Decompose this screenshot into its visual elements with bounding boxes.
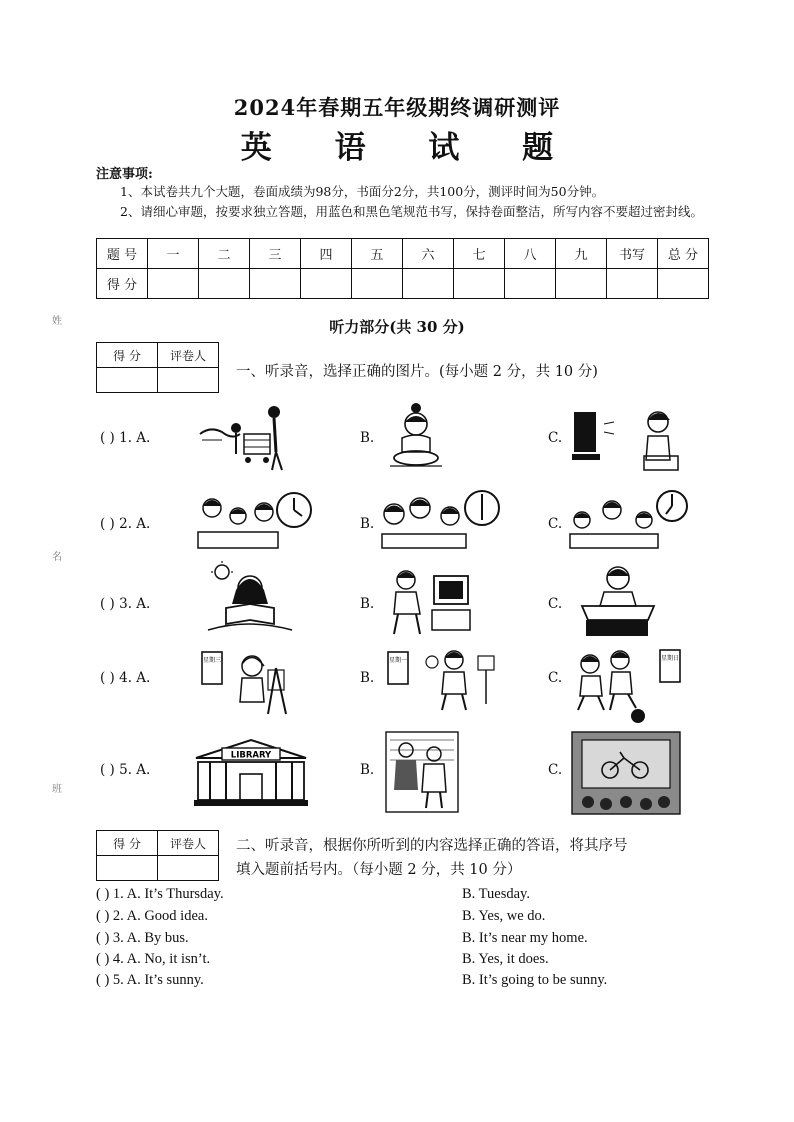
score-cell: 二 [199,239,250,269]
q4-option-b-label: B. [360,670,375,686]
exam-title: 2024年春期五年级期终调研测评 [233,95,561,120]
score-cell: 总 分 [658,239,709,269]
calendar-text-c: 星期日 [660,655,680,662]
grader-name-label: 评卷人 [158,343,219,368]
picture-boy-computer[interactable] [384,566,476,640]
score-input-cell[interactable] [352,269,403,299]
picture-family-dinner-clock-c[interactable] [566,486,690,554]
score-cell: 三 [250,239,301,269]
score-input-cell[interactable] [658,269,709,299]
score-cell: 题 号 [97,239,148,269]
q2-number[interactable]: ( ) 2. A. [100,516,151,532]
part2-item-5-option-b: B. It’s going to be sunny. [462,972,608,988]
part1-instruction: 一、听录音，选择正确的图片。(每小题 2 分，共 10 分) [236,364,598,380]
margin-mark-2: 名 [52,552,62,563]
score-table-score-row [97,269,709,299]
grader-score-cell[interactable] [97,856,158,881]
picture-cinema-bike-screen[interactable] [570,730,682,816]
notice-heading: 注意事项: [96,167,153,182]
margin-mark-3: 班 [52,784,62,795]
q5-option-c-label: C. [548,762,563,778]
score-cell: 六 [403,239,454,269]
part2-instruction-line2: 填入题前括号内。（每小题 2 分，共 10 分） [236,862,522,878]
score-table [96,238,709,299]
q3-option-b-label: B. [360,596,375,612]
score-cell: 书写 [607,239,658,269]
q3-number[interactable]: ( ) 3. A. [100,596,151,612]
score-input-cell[interactable] [250,269,301,299]
part2-item-2-option-b: B. Yes, we do. [462,908,546,924]
subject-title: 英 语 试 题 [240,130,580,166]
part2-instruction-line1: 二、听录音，根据你所听到的内容选择正确的答语，将其序号 [236,838,628,854]
score-cell: 五 [352,239,403,269]
grader-name-cell[interactable] [158,856,219,881]
q4-option-c-label: C. [548,670,563,686]
score-input-cell[interactable] [301,269,352,299]
picture-library-building[interactable] [192,736,310,810]
score-input-cell[interactable] [607,269,658,299]
part2-item-4-option-b: B. Yes, it does. [462,951,549,967]
part2-item-1-option-b: B. Tuesday. [462,886,530,902]
q3-option-c-label: C. [548,596,563,612]
calendar-text-b: 星期一 [388,657,408,664]
q2-option-c-label: C. [548,516,563,532]
score-input-cell[interactable] [505,269,556,299]
grader-name-label: 评卷人 [158,831,219,856]
notice-line-1: 1、本试卷共九个大题，卷面成绩为98分，书面分2分，共100分，测评时间为50分钟。 [120,184,605,199]
part2-item-4-option-a[interactable]: ( ) 4. A. No, it isn’t. [96,951,211,967]
picture-family-dinner-clock-a[interactable] [192,486,316,554]
q1-option-b-label: B. [360,430,375,446]
picture-painting-girl-calendar[interactable] [196,644,292,718]
grader-box-part2 [96,830,219,881]
part2-item-1-option-a[interactable]: ( ) 1. A. It’s Thursday. [96,886,224,902]
picture-watching-tv[interactable] [570,404,680,474]
q1-option-c-label: C. [548,430,563,446]
picture-shopping-family[interactable] [196,400,292,474]
grader-score-label: 得 分 [97,343,158,368]
grader-name-cell[interactable] [158,368,219,393]
part2-item-2-option-a[interactable]: ( ) 2. A. Good idea. [96,908,208,924]
picture-reading-girl-sun[interactable] [196,560,304,640]
picture-kids-football-calendar[interactable] [570,644,684,724]
picture-two-men-street[interactable] [384,730,460,814]
score-cell: 四 [301,239,352,269]
score-cell: 八 [505,239,556,269]
margin-mark-1: 姓 [52,316,62,327]
listening-section-title: 听力部分(共 30 分) [329,318,465,336]
grader-score-cell[interactable] [97,368,158,393]
score-cell: 七 [454,239,505,269]
calendar-text-a: 星期三 [202,657,222,664]
part2-item-5-option-a[interactable]: ( ) 5. A. It’s sunny. [96,972,204,988]
q2-option-b-label: B. [360,516,375,532]
q1-number[interactable]: ( ) 1. A. [100,430,151,446]
score-input-cell[interactable] [199,269,250,299]
picture-family-dinner-clock-b[interactable] [378,486,502,554]
score-row-label: 得 分 [97,269,148,299]
notice-line-2: 2、请细心审题，按要求独立答题，用蓝色和黑色笔规范书写，保持卷面整洁，所写内容不要超过密封线。 [120,204,703,219]
q4-number[interactable]: ( ) 4. A. [100,670,151,686]
part2-item-3-option-b: B. It’s near my home. [462,930,588,946]
score-cell: 九 [556,239,607,269]
picture-cooking-girl[interactable] [386,400,446,474]
grader-box-part1 [96,342,219,393]
score-input-cell[interactable] [148,269,199,299]
picture-singer-calendar[interactable] [382,644,502,718]
score-cell: 一 [148,239,199,269]
score-input-cell[interactable] [454,269,505,299]
score-table-header-row [97,239,709,269]
library-sign-text: LIBRARY [230,750,272,761]
picture-boy-at-desk[interactable] [576,564,660,640]
score-input-cell[interactable] [556,269,607,299]
q5-option-b-label: B. [360,762,375,778]
grader-score-label: 得 分 [97,831,158,856]
score-input-cell[interactable] [403,269,454,299]
q5-number[interactable]: ( ) 5. A. [100,762,151,778]
part2-item-3-option-a[interactable]: ( ) 3. A. By bus. [96,930,189,946]
